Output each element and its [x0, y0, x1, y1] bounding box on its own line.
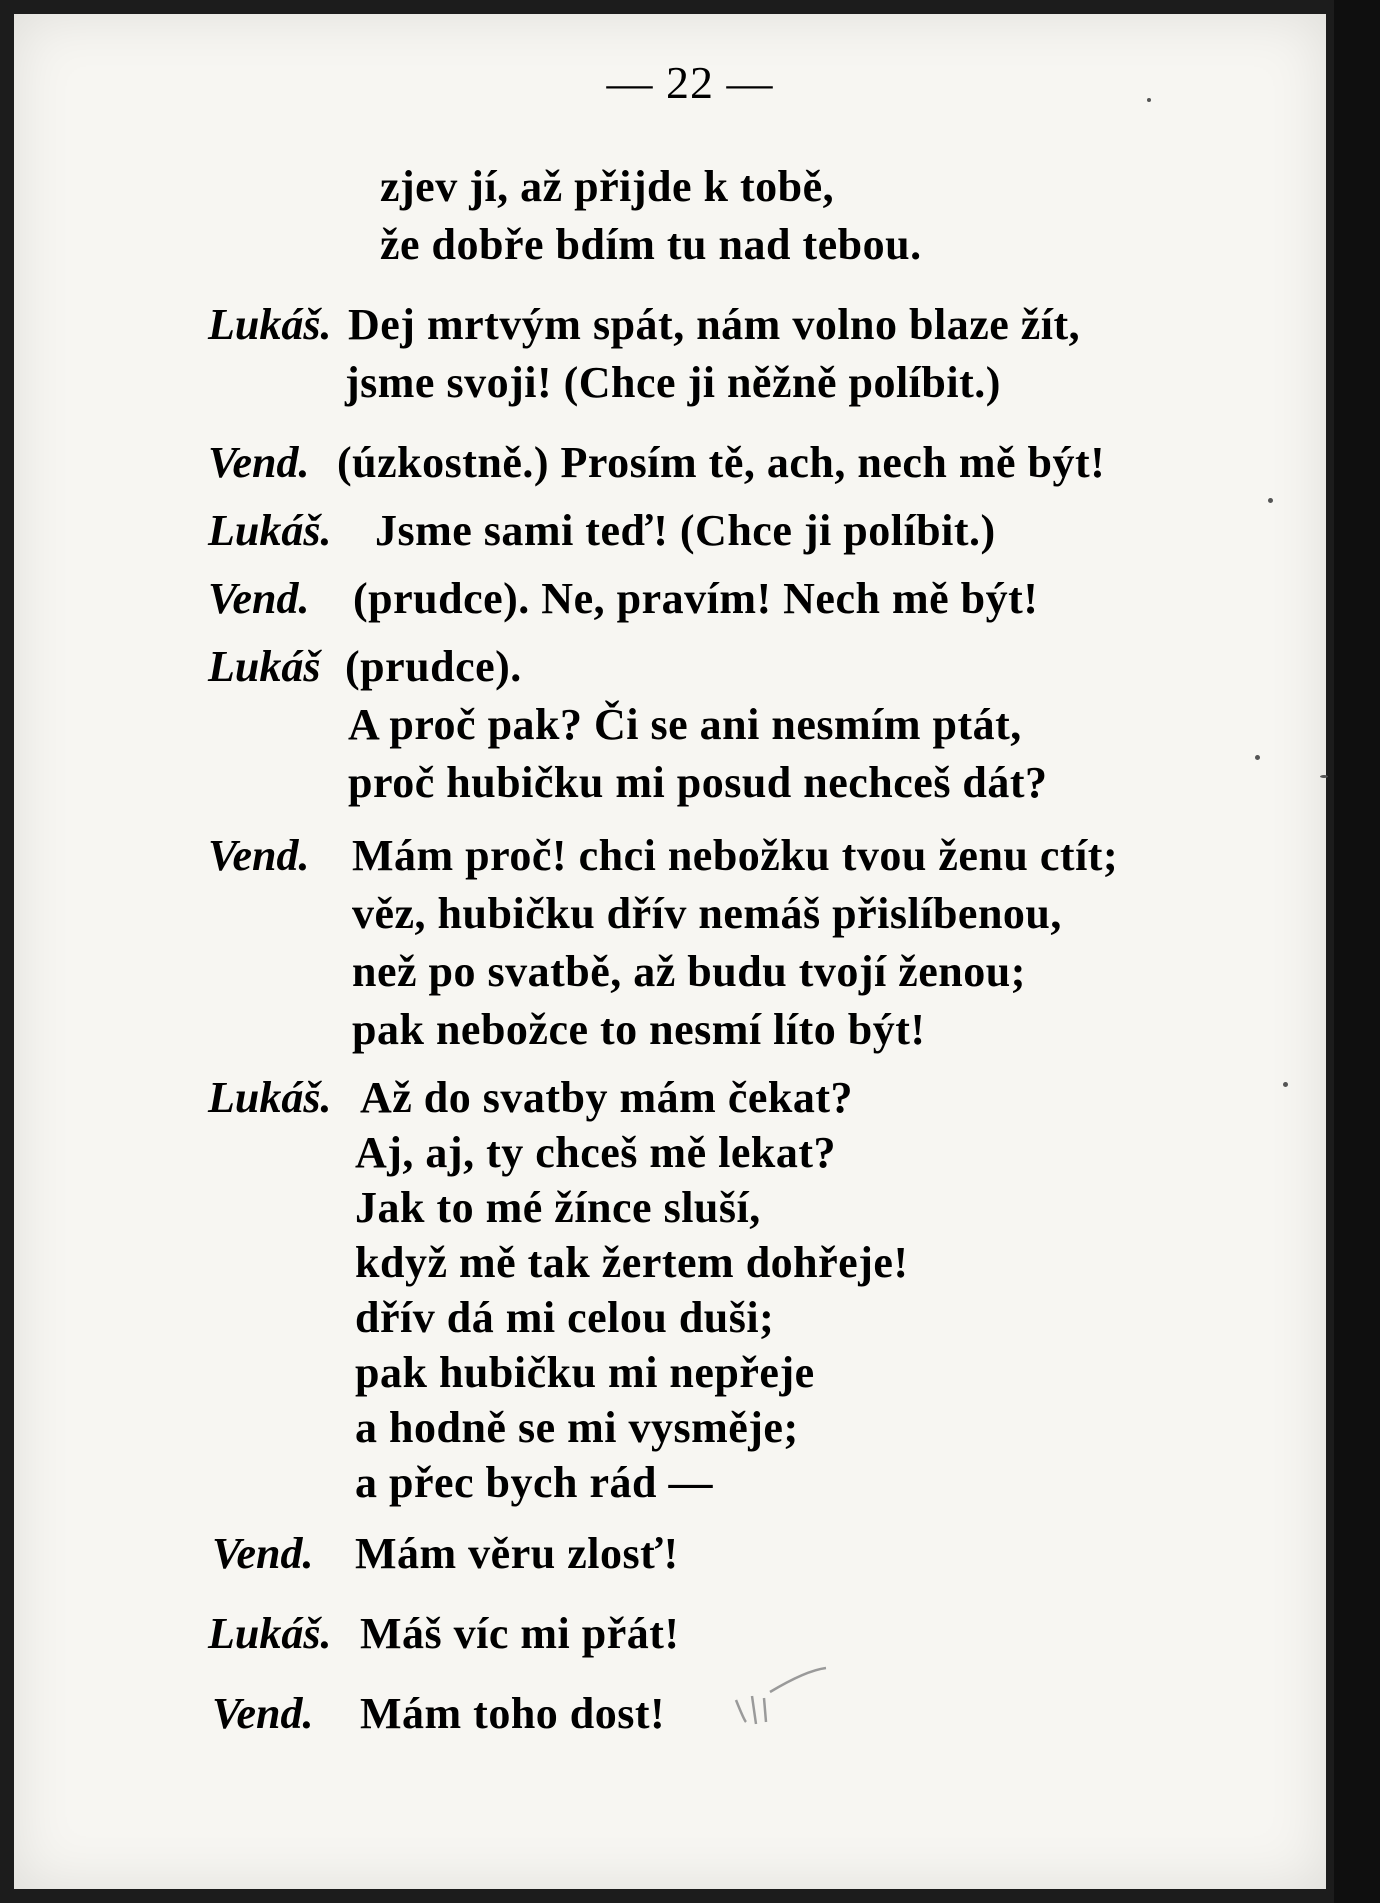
verse-line: Mám proč! chci nebožku tvou ženu ctít; [352, 831, 1119, 880]
verse-line: dřív dá mi celou duši; [355, 1293, 775, 1342]
verse-line: (prudce). Ne, pravím! Nech mě být! [353, 574, 1039, 623]
verse-line: Mám toho dost! [360, 1689, 666, 1738]
verse-line: A proč pak? Či se ani nesmím ptát, [348, 700, 1022, 749]
verse-line: (prudce). [345, 642, 522, 691]
verse-line: a přec bych rád — [355, 1458, 714, 1507]
speaker-label: Vend. [208, 831, 310, 880]
speaker-label: Vend. [212, 1529, 314, 1578]
verse-line: než po svatbě, až budu tvojí ženou; [352, 947, 1026, 996]
print-speck [1283, 1082, 1288, 1087]
verse-line: když mě tak žertem dohřeje! [355, 1238, 909, 1287]
print-speck [1255, 755, 1260, 760]
speaker-label: Lukáš. [208, 1073, 332, 1122]
scan-border [1334, 0, 1380, 1903]
verse-line: Aj, aj, ty chceš mě lekat? [355, 1128, 836, 1177]
verse-line: pak hubičku mi nepřeje [355, 1348, 815, 1397]
verse-line: pak nebožce to nesmí líto být! [352, 1005, 926, 1054]
verse-line: a hodně se mi vysměje; [355, 1403, 799, 1452]
verse-line: věz, hubičku dřív nemáš přislíbenou, [352, 889, 1062, 938]
speaker-label: Vend. [212, 1689, 314, 1738]
verse-line: proč hubičku mi posud nechceš dát? [348, 758, 1048, 807]
speaker-label: Lukáš [208, 642, 321, 691]
verse-line: Jak to mé žínce sluší, [355, 1183, 761, 1232]
verse-line: zjev jí, až přijde k tobě, [380, 162, 835, 211]
print-speck [1147, 98, 1151, 102]
verse-line: jsme svoji! (Chce ji něžně políbit.) [345, 358, 1001, 407]
verse-line: Až do svatby mám čekat? [360, 1073, 854, 1122]
verse-line: Jsme sami teď! (Chce ji políbit.) [375, 506, 996, 555]
print-speck [1320, 775, 1328, 778]
verse-line: že dobře bdím tu nad tebou. [380, 220, 922, 269]
verse-line: (úzkostně.) Prosím tě, ach, nech mě být! [337, 438, 1106, 487]
verse-line: Máš víc mi přát! [360, 1609, 680, 1658]
verse-line: Dej mrtvým spát, nám volno blaze žít, [348, 300, 1081, 349]
speaker-label: Vend. [208, 438, 310, 487]
verse-line: Mám věru zlosť! [355, 1529, 679, 1578]
speaker-label: Vend. [208, 574, 310, 623]
speaker-label: Lukáš. [208, 506, 332, 555]
speaker-label: Lukáš. [208, 300, 332, 349]
speaker-label: Lukáš. [208, 1609, 332, 1658]
print-speck [1268, 498, 1273, 503]
page-number: — 22 — [606, 57, 774, 108]
pencil-scribble [730, 1640, 830, 1730]
